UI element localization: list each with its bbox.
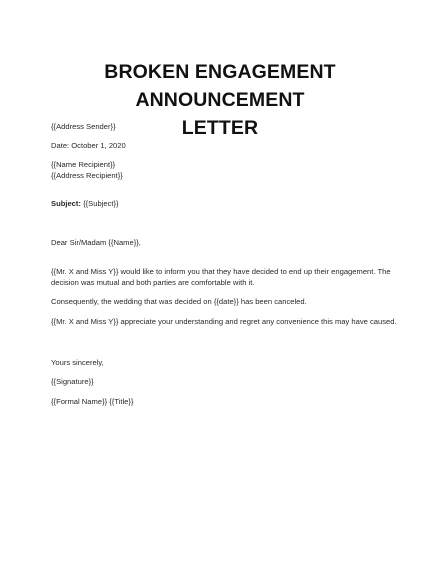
sender-address: {{Address Sender}} bbox=[51, 122, 116, 131]
salutation: Dear Sir/Madam {{Name}}, bbox=[51, 238, 141, 247]
formal-name: {{Formal Name}} {{Title}} bbox=[51, 397, 134, 406]
paragraph-2: Consequently, the wedding that was decided on {{date}} has been canceled. bbox=[51, 297, 307, 306]
title-line-1: BROKEN ENGAGEMENT ANNOUNCEMENT bbox=[104, 61, 336, 111]
letter-date: Date: October 1, 2020 bbox=[51, 141, 126, 150]
recipient-address: {{Address Recipient}} bbox=[51, 171, 123, 180]
recipient-name: {{Name Recipient}} bbox=[51, 160, 116, 169]
title-line-2: LETTER bbox=[181, 117, 259, 139]
recipient-block bbox=[51, 159, 396, 181]
signature: {{Signature}} bbox=[51, 377, 94, 386]
subject-line bbox=[51, 198, 396, 209]
subject-label: Subject: bbox=[51, 199, 81, 208]
subject-value: {{Subject}} bbox=[80, 199, 119, 208]
closing: Yours sincerely, bbox=[51, 358, 104, 367]
paragraph-3: {{Mr. X and Miss Y}} appreciate your understanding and regret any convenience this may have caused. bbox=[51, 317, 397, 326]
paragraph-1: {{Mr. X and Miss Y}} would like to inform you that they have decided to end up their engagement. The decision was mutual and both parties are comfortable with it. bbox=[51, 267, 391, 287]
